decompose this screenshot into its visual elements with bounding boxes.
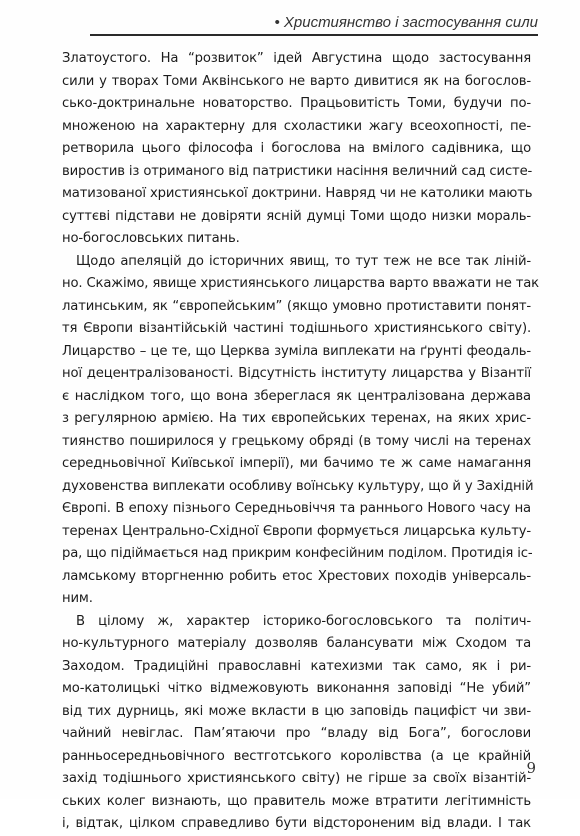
text-line: виростив із отриманого від патристики насіння величний сад систе- bbox=[62, 163, 533, 179]
running-head-bullet: • bbox=[274, 14, 280, 31]
running-head-title bbox=[275, 14, 538, 31]
body-text bbox=[62, 48, 539, 836]
text-line: є наслідком того, що вона збереглася як централізована держава bbox=[62, 388, 531, 404]
text-line: ранньосередньовічного вестготського королівства (а це крайній bbox=[62, 748, 531, 764]
text-line: множеною на характерну для схоластики жагу всеохопності, пе- bbox=[62, 118, 531, 134]
text-line: сили у творах Томи Аквінського не варто дивитися як на богослов- bbox=[62, 73, 531, 89]
text-line: захід тодішнього християнського світу) не гірше за своїх візантій- bbox=[62, 771, 531, 786]
text-line: В цілому ж, характер історико-богословського та політич- bbox=[76, 613, 531, 629]
text-line: тиянство поширилося у грецькому обряді (в тому числі на теренах bbox=[62, 433, 531, 449]
text-line: но. Скажімо, явище християнського лицарства варто вважати не так bbox=[62, 276, 539, 291]
text-line: ним. bbox=[62, 591, 93, 606]
text-line: від тих дурниць, які може вкласти в цю заповідь пацифіст чи зви- bbox=[62, 703, 531, 719]
text-line: но-богословських питань. bbox=[62, 231, 240, 246]
text-line: суттєві підстави не довіряти ясній думці Томи щодо низки мораль- bbox=[62, 208, 531, 224]
text-line: Заходом. Традиційні православні катехизми так само, як і ри- bbox=[62, 658, 531, 674]
text-line: Щодо апеляцій до історичних явищ, то тут теж не все так ліній- bbox=[76, 253, 531, 269]
text-line: ретворила цього філософа і богослова на вмілого садівника, що bbox=[62, 141, 531, 156]
text-line: з регулярною армією. На тих європейських теренах, на яких хрис- bbox=[62, 411, 531, 426]
page-number: 9 bbox=[526, 759, 536, 777]
running-head-text: Християнство і застосування сили bbox=[283, 14, 538, 31]
text-line: Златоустого. На “розвиток” ідей Августина щодо застосування bbox=[62, 51, 531, 66]
text-line: теренах Центрально-Східної Європи формується лицарська культу- bbox=[62, 523, 531, 539]
text-line: духовенства виплекати особливу воїнську культуру, що й у Західній bbox=[62, 478, 534, 494]
text-line: матизованої християнської доктрини. Навряд чи не католики мають bbox=[62, 186, 533, 201]
text-line: Лицарство – це те, що Церква зуміла виплекати на ґрунті феодаль- bbox=[62, 343, 531, 359]
text-line: тя Європи візантійській частині тодішнього християнського світу). bbox=[62, 321, 531, 336]
text-line: чайний невіглас. Пам’ятаючи про “владу від Бога”, богослови bbox=[62, 726, 531, 741]
text-line: ських колег визнають, що правитель може втратити легітимність bbox=[62, 793, 531, 809]
text-line: ламському вторгненню робить етос Хрестових походів універсаль- bbox=[62, 568, 531, 584]
running-head bbox=[90, 10, 538, 36]
text-line: латинським, як “європейським” (якщо умовно протиставити понят- bbox=[62, 298, 531, 314]
text-line: сько-доктринальне новаторство. Працьовитість Томи, будучи по- bbox=[62, 96, 531, 111]
text-line: Європі. В епоху пізнього Середньовіччя та раннього Нового часу на bbox=[62, 501, 531, 516]
text-line: ра, що підіймається над прикрим конфесійним поділом. Протидія іс- bbox=[62, 546, 533, 561]
text-line: ної децентралізованості. Відсутність інституту лицарства у Візантії bbox=[62, 366, 531, 381]
text-line: і, відтак, цілком справедливо бути відстороненим від влади. І так bbox=[62, 816, 531, 831]
text-line: середньовічної Київської імперії), ми бачимо те ж саме намагання bbox=[62, 456, 531, 471]
text-line: но-культурного матеріалу дозволяв балансувати між Сходом та bbox=[62, 636, 531, 651]
text-line: мо-католицькі чітко відмежовують виконання заповіді “Не убий” bbox=[62, 681, 531, 696]
